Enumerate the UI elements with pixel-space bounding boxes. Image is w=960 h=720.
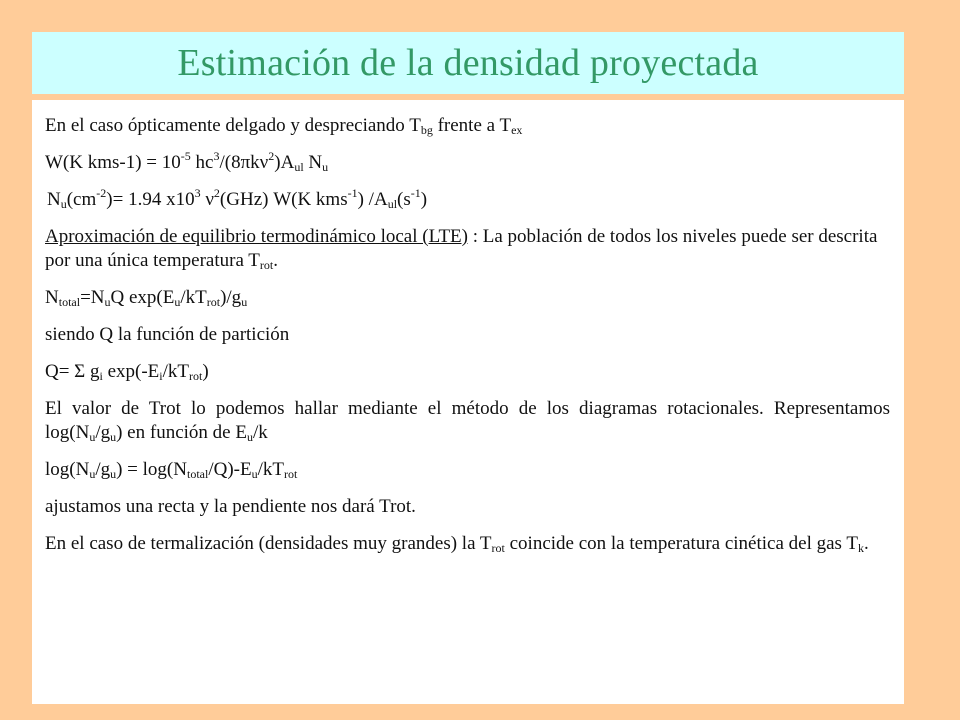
content-panel — [32, 100, 904, 704]
title-bar — [32, 32, 904, 94]
equation-w: W(K $kms-1) = 10^{-5}$ $hc^3/(8\pi k\nu^2)A_{ul}$ $N_u$ — [45, 149, 329, 174]
thermalization-paragraph: En el caso de termalización (densidades muy grandes) la $T_{rot}$ coincide con la temperatura cinética del gas $T_k$. — [45, 533, 869, 555]
equation-ntotal: $N_{total}=N_uQ$ $\exp(E_u/kT_{rot})/g_u$ — [45, 287, 248, 309]
equation-q: Q= Σ $g_i$ $\exp(-E_i/kT_{rot})$ — [45, 361, 209, 383]
equation-log: $\log(N_u/g_u) = \log(N_{total}/Q)-E_u/kT_{rot}$ — [45, 459, 298, 481]
line-optically-thin: En el caso ópticamente delgado y despreciando $T_{bg}$ frente a $T_{ex}$ — [45, 115, 523, 137]
line-fit: ajustamos una recta y la pendiente nos dará Trot. — [45, 496, 416, 517]
lte-heading: Aproximación de equilibrio termodinámico local (LTE) — [45, 226, 468, 247]
line-partition: siendo Q la función de partición — [45, 324, 290, 345]
trot-paragraph: El valor de Trot lo podemos hallar mediante el método de los diagramas rotacionales. Representamos $\log(N_u/g_u)$ en función de $E_u/k$ — [45, 398, 890, 444]
slide-title: Estimación de la densidad proyectada — [177, 42, 759, 84]
equation-nu: $N_u(cm^{-2})= 1.94$ $x10^3$ $\nu^2(GHz)$ W(K kms$^{-1}$) $/A_{ul}(s^{-1})$ — [47, 186, 428, 211]
lte-paragraph: Aproximación de equilibrio termodinámico local (LTE) : La población de todos los niveles puede ser descrita por una única temperatura $T_{rot}$. — [45, 226, 878, 272]
